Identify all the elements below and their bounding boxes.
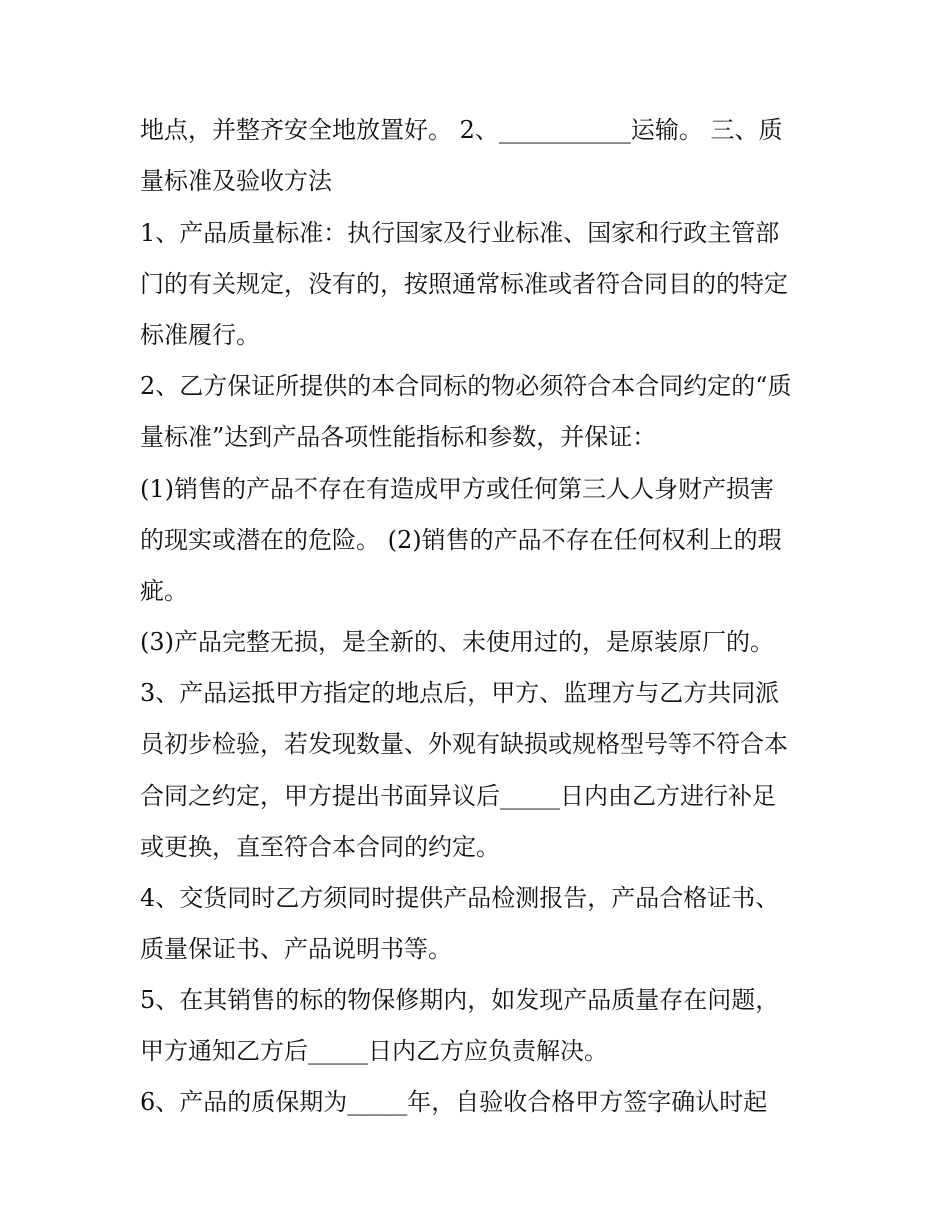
text-line: 量标准及验收方法: [140, 167, 332, 195]
text-line: 量标准”达到产品各项性能指标和参数，并保证：: [140, 423, 657, 451]
text-line: 5、在其销售的标的物保修期内，如发现产品质量存在问题，: [140, 986, 780, 1014]
text-line: (3)产品完整无损，是全新的、未使用过的，是原装原厂的。: [140, 628, 774, 656]
text-line: 员初步检验，若发现数量、外观有缺损或规格型号等不符合本: [140, 730, 788, 758]
text-line: 合同之约定，甲方提出书面异议后_____日内由乙方进行补足: [140, 782, 776, 810]
text-line: 6、产品的质保期为_____年，自验收合格甲方签字确认时起: [140, 1088, 768, 1116]
text-line: 地点，并整齐安全地放置好。 2、___________运输。 三、质: [140, 116, 783, 144]
text-line: (1)销售的产品不存在有造成甲方或任何第三人人身财产损害: [140, 475, 774, 503]
text-line: 2、乙方保证所提供的本合同标的物必须符合本合同约定的“质: [140, 372, 792, 400]
text-line: 标准履行。: [140, 321, 260, 349]
text-line: 4、交货同时乙方须同时提供产品检测报告，产品合格证书、: [140, 884, 780, 912]
text-line: 1、产品质量标准：执行国家及行业标准、国家和行政主管部: [140, 219, 780, 247]
text-line: 的现实或潜在的危险。 (2)销售的产品不存在任何权利上的瑕: [140, 526, 782, 554]
text-line: 门的有关规定，没有的，按照通常标准或者符合同目的的特定: [140, 270, 788, 298]
text-line: 3、产品运抵甲方指定的地点后，甲方、监理方与乙方共同派: [140, 679, 780, 707]
text-line: 质量保证书、产品说明书等。: [140, 935, 452, 963]
text-line: 疵。: [140, 577, 188, 605]
text-line: 甲方通知乙方后_____日内乙方应负责解决。: [140, 1037, 608, 1065]
text-line: 或更换，直至符合本合同的约定。: [140, 833, 500, 861]
